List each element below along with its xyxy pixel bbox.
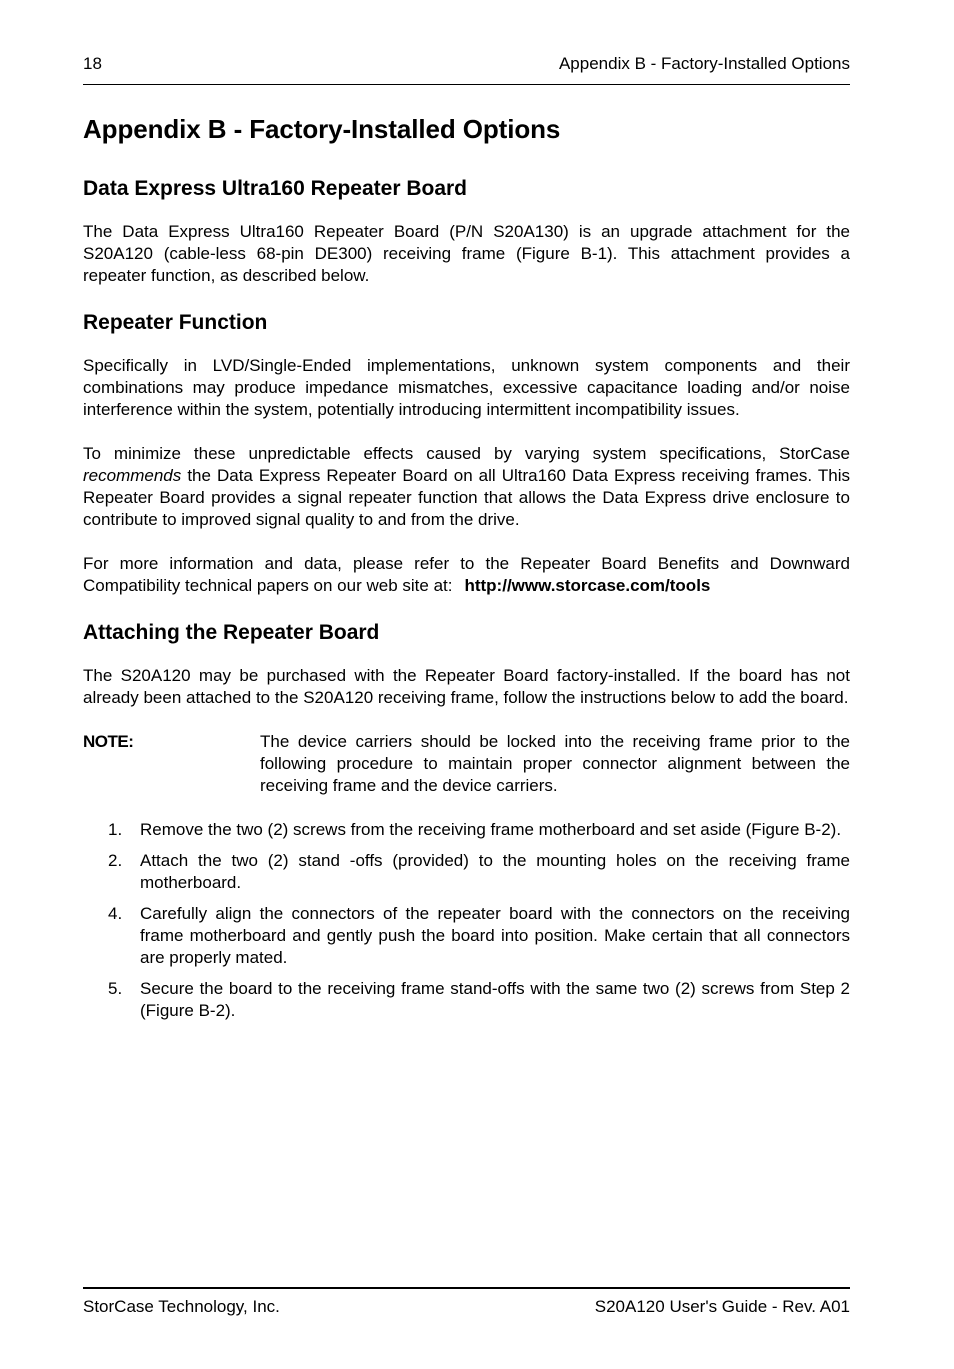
step-number: 2. (108, 851, 123, 870)
step-text: Remove the two (2) screws from the receiving frame motherboard and set aside (Figure B-2). (140, 820, 842, 839)
section-heading-repeater-function: Repeater Function (83, 311, 268, 334)
footer-company: StorCase Technology, Inc. (83, 1297, 280, 1316)
step-text: Attach the two (2) stand -offs (provided) to the mounting holes on the receiving frame motherboard. (140, 851, 850, 892)
section-heading-attaching-board: Attaching the Repeater Board (83, 621, 380, 644)
step-number: 4. (108, 904, 123, 923)
note-block (83, 731, 850, 797)
website-link[interactable]: http://www.storcase.com/tools (464, 576, 711, 595)
page-content (83, 112, 850, 1031)
step-text: Secure the board to the receiving frame stand-offs with the same two (2) screws from Step 2 (Figure B-2). (140, 979, 850, 1020)
footer-document-title: S20A120 User's Guide - Rev. A01 (594, 1297, 850, 1316)
page-footer (83, 1287, 850, 1321)
list-item (83, 978, 850, 1022)
recommendation-text-end: the Data Express Repeater Board on all Ultra160 Data Express receiving frames. This Repeater Board provides a signal repeater function that allows the Data Express drive enclosure to contribute to improved signal quality to and from the drive. (83, 466, 850, 529)
step-number: 5. (108, 979, 123, 998)
paragraph-more-info (83, 553, 850, 597)
paragraph-attaching-intro: The S20A120 may be purchased with the Repeater Board factory-installed. If the board has not already been attached to the S20A120 receiving frame, follow the instructions below to add the board. (83, 666, 850, 707)
paragraph-recommendation (83, 443, 850, 531)
list-item (83, 903, 850, 969)
step-number: 1. (108, 820, 123, 839)
more-info-text: For more information and data, please refer to the Repeater Board Benefits and Downward Compatibility technical papers on our web site at: (83, 554, 850, 595)
page-title: Appendix B - Factory-Installed Options (83, 114, 561, 144)
section-heading-repeater-board: Data Express Ultra160 Repeater Board (83, 177, 468, 200)
page-number: 18 (83, 54, 102, 73)
page-header (83, 54, 850, 85)
running-header-section: Appendix B - Factory-Installed Options (558, 54, 850, 73)
note-label: NOTE: (83, 732, 134, 751)
note-text: The device carriers should be locked into the receiving frame prior to the following procedure to maintain proper connector alignment between the receiving frame and the device carriers. (260, 732, 850, 795)
list-item (83, 850, 850, 894)
recommendation-text-start: To minimize these unpredictable effects caused by varying system specifications, StorCase (83, 444, 850, 463)
paragraph-repeater-board-intro: The Data Express Ultra160 Repeater Board (P/N S20A130) is an upgrade attachment for the S20A120 (cable-less 68-pin DE300) receiving frame (Figure B-1). This attachment provides a repeater function, as described below. (83, 222, 850, 285)
recommends-emphasis: recommends (83, 466, 182, 485)
paragraph-lvd-issues: Specifically in LVD/Single-Ended implementations, unknown system components and their combinations may produce impedance mismatches, excessive capacitance loading and/or noise interference within the system, potentially introducing intermittent incompatibility issues. (83, 356, 850, 419)
procedure-steps (83, 819, 850, 1022)
list-item (83, 819, 850, 841)
step-text: Carefully align the connectors of the repeater board with the connectors on the receiving frame motherboard and gently push the board into position. Make certain that all connectors are properly mated. (140, 904, 850, 967)
